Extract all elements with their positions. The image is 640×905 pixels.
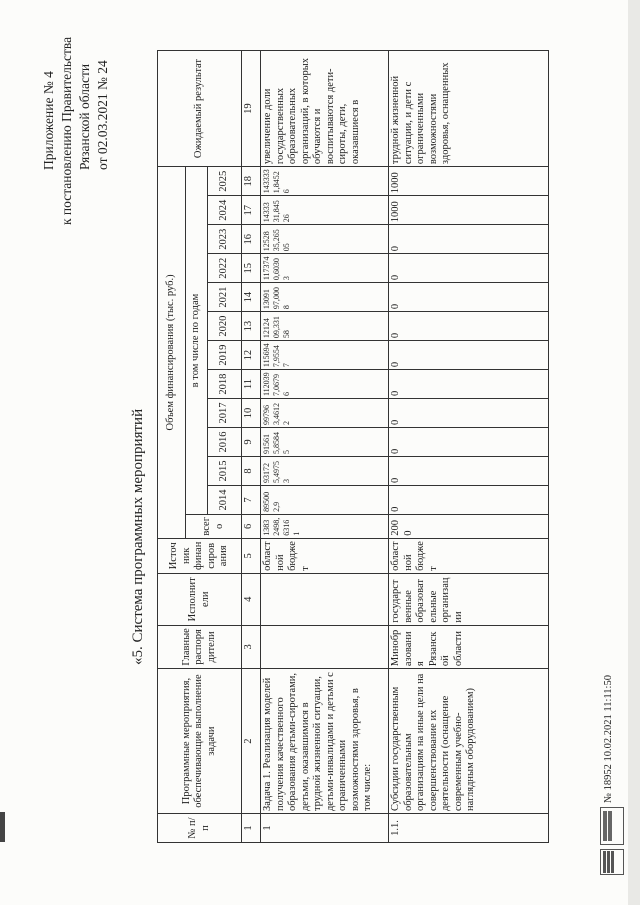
col-header-managers: Главные распорядители	[158, 625, 242, 668]
row-year-value: 1252835,26505	[261, 225, 389, 254]
row-manager	[261, 625, 389, 668]
col-number: 11	[242, 370, 261, 399]
col-number: 17	[242, 196, 261, 225]
row-year-value: 1433331,84526	[261, 196, 389, 225]
col-number: 13	[242, 312, 261, 341]
year-2025: 2025	[208, 167, 242, 196]
year-2019: 2019	[208, 341, 242, 370]
column-numbers-row	[242, 51, 261, 843]
col-number: 2	[242, 669, 261, 814]
year-2016: 2016	[208, 428, 242, 457]
row-year-value: 931725,49753	[261, 456, 389, 485]
col-number: 12	[242, 341, 261, 370]
row-year-value: 0	[389, 399, 549, 428]
row-measure: Задача 1. Реализация моделей получения качественного образования детьми-сиротами, детьми, оказавшимися в трудной жизненной ситуации, детьми-инвалидами и детьми с ограниченными возможностями здоровья, в том числе:	[261, 669, 389, 814]
year-2014: 2014	[208, 485, 242, 514]
year-2017: 2017	[208, 399, 242, 428]
table-row	[261, 51, 389, 843]
row-year-value: 1173740,60303	[261, 254, 389, 283]
col-number: 9	[242, 428, 261, 457]
row-year-value: 1120397,06796	[261, 370, 389, 399]
year-2024: 2024	[208, 196, 242, 225]
row-year-value: 1156947,95547	[261, 341, 389, 370]
col-number: 16	[242, 225, 261, 254]
header-line-3: Рязанской области	[77, 63, 92, 170]
year-2023: 2023	[208, 225, 242, 254]
col-header-result: Ожидаемый результат	[158, 51, 242, 167]
row-source: областной бюджет	[261, 538, 389, 573]
year-2022: 2022	[208, 254, 242, 283]
page-title: «5. Система программных мероприятий	[130, 408, 146, 665]
col-number: 10	[242, 399, 261, 428]
row-executor: государственные образовательные организации	[389, 573, 549, 625]
col-number: 4	[242, 573, 261, 625]
row-manager: Минобразования Рязанской области	[389, 625, 549, 668]
year-2015: 2015	[208, 456, 242, 485]
row-year-value: 0	[389, 225, 549, 254]
col-header-measures: Программные мероприятия, обеспечивающие выполнение задачи	[158, 669, 242, 814]
program-measures-table	[157, 50, 549, 843]
col-number: 5	[242, 538, 261, 573]
row-executor	[261, 573, 389, 625]
registry-stamp-box-icon	[600, 807, 624, 845]
col-header-total: всего	[186, 514, 242, 538]
row-result: трудной жизненной ситуации, и дети с ограниченными возможностями здоровья, оснащенных	[389, 51, 549, 167]
row-year-value: 1309197,0008	[261, 283, 389, 312]
col-header-executors: Исполнители	[158, 573, 242, 625]
year-2021: 2021	[208, 283, 242, 312]
row-year-value: 0	[389, 428, 549, 457]
registry-stamp-icon	[600, 849, 624, 875]
row-year-value: 0	[389, 254, 549, 283]
row-result: увеличение доли государственных образовательных организаций, в которых обучаются и воспитываются дети-сироты, дети, оказавшиеся в	[261, 51, 389, 167]
col-number: 18	[242, 167, 261, 196]
row-year-value: 0	[389, 341, 549, 370]
row-year-value: 0	[389, 370, 549, 399]
col-header-source: Источник финансирования	[158, 538, 242, 573]
header-line-4: от 02.03.2021 № 24	[95, 60, 110, 170]
row-source: областной бюджет	[389, 538, 549, 573]
row-total: 2000	[389, 514, 549, 538]
row-year-value: 915615,85845	[261, 428, 389, 457]
row-year-value: 1000	[389, 196, 549, 225]
row-num: 1.1.	[389, 814, 549, 843]
col-number: 15	[242, 254, 261, 283]
row-total: 13832498,63161	[261, 514, 389, 538]
header-line-2: к постановлению Правительства	[59, 36, 74, 225]
col-number: 14	[242, 283, 261, 312]
row-year-value: 1000	[389, 167, 549, 196]
col-number: 6	[242, 514, 261, 538]
col-number: 19	[242, 51, 261, 167]
footer-block	[600, 575, 626, 875]
col-header-num: № п/п	[158, 814, 242, 843]
col-number: 1	[242, 814, 261, 843]
col-number: 3	[242, 625, 261, 668]
row-year-value: 0	[389, 485, 549, 514]
row-year-value: 895002,9	[261, 485, 389, 514]
header-line-1: Приложение № 4	[41, 71, 56, 170]
row-year-value: 997963,46122	[261, 399, 389, 428]
registration-number: № 18952 10.02.2021 11:11:50	[603, 675, 614, 803]
year-2018: 2018	[208, 370, 242, 399]
row-num: 1	[261, 814, 389, 843]
row-measure: Субсидии государственным образовательным организациям на иные цели на совершенствование их деятельности (оснащение современным учебно-наглядным оборудованием)	[389, 669, 549, 814]
col-header-by-years: в том числе по годам	[186, 167, 208, 515]
col-header-volume: Объем финансирования (тыс. руб.)	[158, 167, 186, 539]
header-block	[40, 10, 112, 250]
row-year-value: 1212409,33158	[261, 312, 389, 341]
row-year-value: 0	[389, 456, 549, 485]
col-number: 8	[242, 456, 261, 485]
table-row	[389, 51, 549, 843]
row-year-value: 1433331,84526	[261, 167, 389, 196]
col-number: 7	[242, 485, 261, 514]
row-year-value: 0	[389, 283, 549, 312]
year-2020: 2020	[208, 312, 242, 341]
row-year-value: 0	[389, 312, 549, 341]
